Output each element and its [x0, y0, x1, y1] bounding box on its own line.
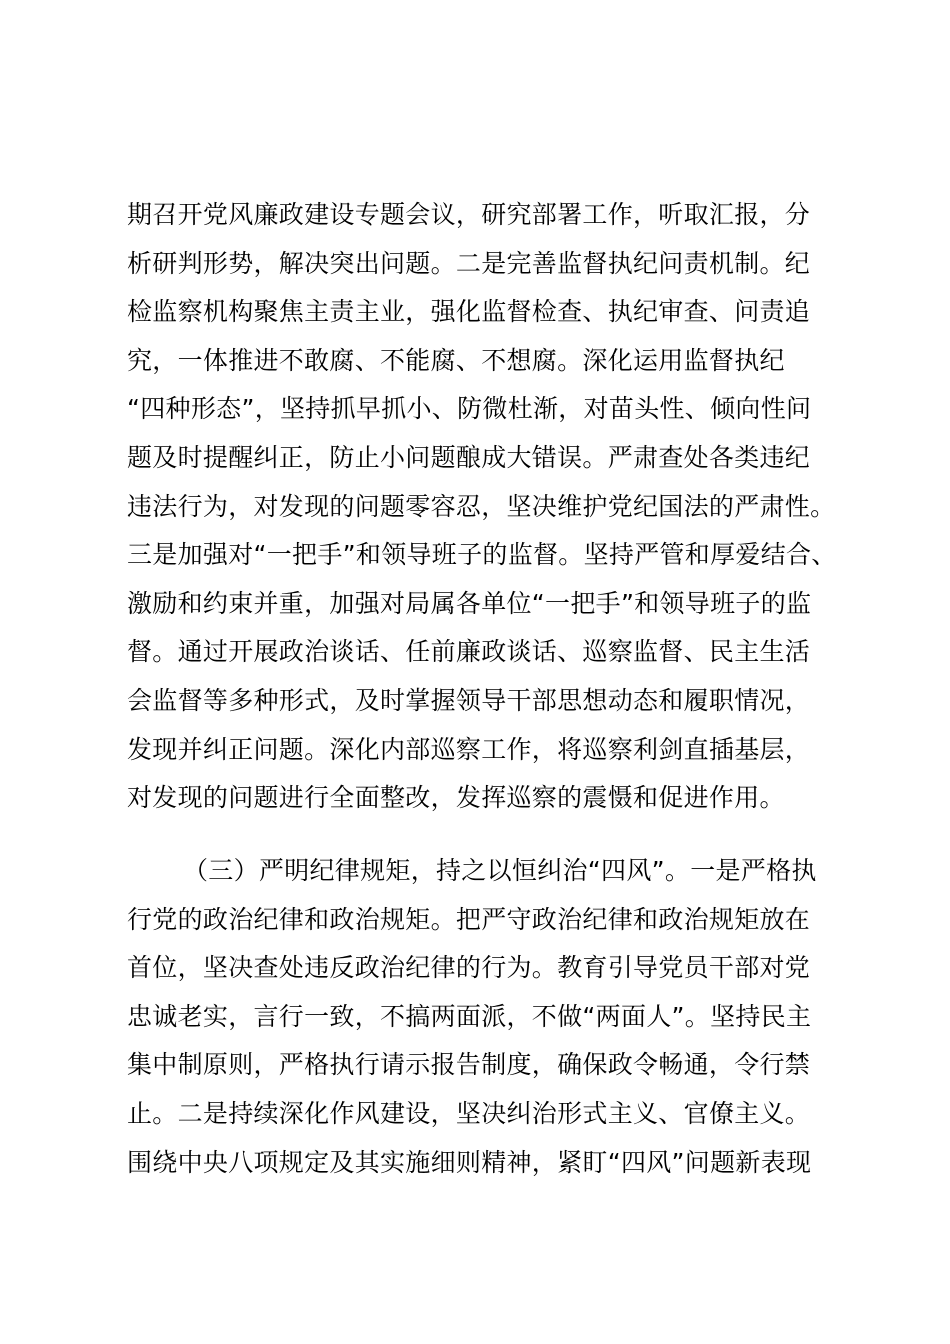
- text-line: 督。通过开展政治谈话、任前廉政谈话、巡察监督、民主生活: [127, 637, 811, 667]
- text-line: 违法行为，对发现的问题零容忍，坚决维护党纪国法的严肃性。: [127, 491, 836, 521]
- text-line: 忠诚老实，言行一致，不搞两面派，不做“两面人”。坚持民主: [127, 1001, 812, 1031]
- text-line: 题及时提醒纠正，防止小问题酿成大错误。严肃查处各类违纪: [127, 442, 811, 472]
- text-line: 围绕中央八项规定及其实施细则精神，紧盯“四风”问题新表现: [127, 1147, 812, 1177]
- paragraph-1: [127, 191, 847, 823]
- text-line: 止。二是持续深化作风建设，坚决纠治形式主义、官僚主义。: [127, 1098, 811, 1128]
- text-line: 检监察机构聚焦主责主业，强化监督检查、执纪审查、问责追: [127, 297, 811, 327]
- text-line: 期召开党风廉政建设专题会议，研究部署工作，听取汇报，分: [127, 200, 811, 229]
- text-line: 会监督等多种形式，及时掌握领导干部思想动态和履职情况，: [127, 685, 811, 715]
- text-line: 析研判形势，解决突出问题。二是完善监督执纪问责机制。纪: [127, 248, 811, 278]
- text-line: 集中制原则，严格执行请示报告制度，确保政令畅通，令行禁: [127, 1050, 811, 1080]
- text-line: （三）严明纪律规矩，持之以恒纠治“四风”。一是严格执: [183, 856, 817, 885]
- text-line: 首位，坚决查处违反政治纪律的行为。教育引导党员干部对党: [127, 953, 811, 983]
- text-line: 发现并纠正问题。深化内部巡察工作，将巡察利剑直插基层，: [127, 734, 811, 764]
- text-line: 激励和约束并重，加强对局属各单位“一把手”和领导班子的监: [127, 588, 812, 618]
- text-line: 三是加强对“一把手”和领导班子的监督。坚持严管和厚爱结合、: [127, 540, 837, 570]
- text-line: 究，一体推进不敢腐、不能腐、不想腐。深化运用监督执纪: [127, 345, 785, 375]
- text-line: 对发现的问题进行全面整改，发挥巡察的震慑和促进作用。: [127, 783, 785, 813]
- text-line: 行党的政治纪律和政治规矩。把严守政治纪律和政治规矩放在: [127, 904, 811, 934]
- text-line: “四种形态”，坚持抓早抓小、防微杜渐，对苗头性、倾向性问: [127, 394, 812, 424]
- paragraph-2: [127, 847, 847, 1187]
